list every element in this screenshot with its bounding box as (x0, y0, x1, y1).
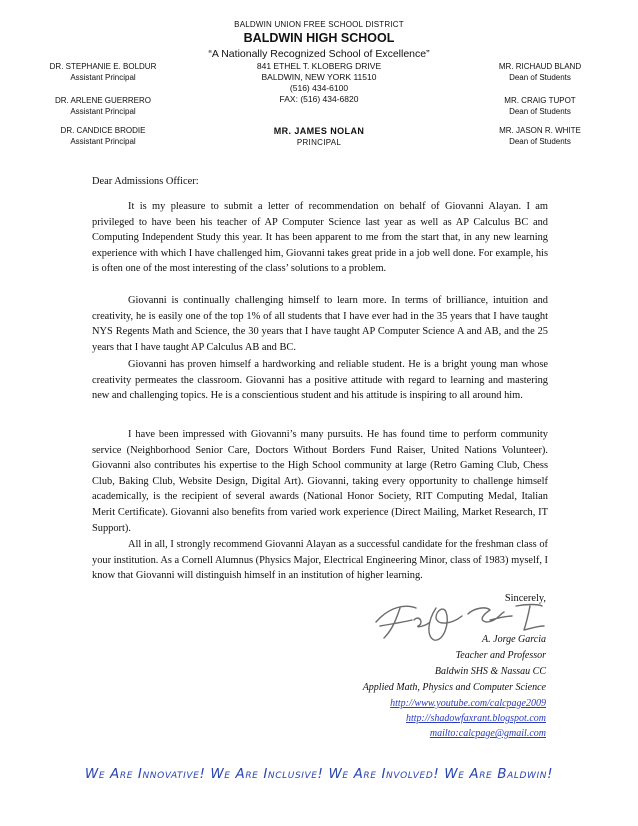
district-name: BALDWIN UNION FREE SCHOOL DISTRICT (234, 20, 404, 29)
principal-title: PRINCIPAL (296, 138, 342, 147)
link-blog[interactable] (406, 711, 546, 726)
school-name: BALDWIN HIGH SCHOOL (243, 31, 395, 45)
address-line1: 841 ETHEL T. KLOBERG DRIVE (256, 61, 382, 71)
paragraph-3: Giovanni has proven himself a hardworking and reliable student. He is a bright young man whose creativity permeates the classroom. Giovanni has a positive attitude with regard to learning and mastering new and challenging topics. He is a conscientious student and his attitude is inspiring to all around him. (92, 359, 548, 402)
school-motto: “A Nationally Recognized School of Excellence” (208, 48, 430, 60)
closing: Sincerely, (504, 593, 546, 604)
paragraph-4: I have been impressed with Giovanni’s many pursuits. He has found time to perform community service (Neighborhood Senior Care, Doctors Without Borders Fund Raiser, United Nations Volunteer). Giovanni also contributes his expertise to the High School community at large (Retro Gaming Club, Chess Club, Baking Club, Website Design, Digital Art). Giovanni, taking every opportunity to challenge himself academically, is the recipient of several awards (National Honor Society, RIT Computing Medal, Italian Merit Certificate). Giovanni also benefits from varied work experience (Direct Mailing, Market Research, IT Support). (92, 429, 548, 534)
footer-slogan: We Are Innovative! We Are Inclusive! We Are Involved! We Are Baldwin! (84, 766, 554, 782)
principal-name: MR. JAMES NOLAN (273, 126, 365, 136)
fax-number: FAX: (516) 434-6820 (279, 94, 359, 104)
signature-title-3: Applied Math, Physics and Computer Science (362, 682, 546, 693)
staff-role: Assistant Principal (70, 137, 136, 146)
link-youtube[interactable] (390, 696, 546, 711)
right-staff-1 (456, 61, 624, 83)
staff-role: Assistant Principal (70, 107, 136, 116)
staff-name: MR. JASON R. WHITE (499, 126, 581, 135)
paragraph-2: Giovanni is continually challenging himself to learn more. In terms of brilliance, intuition and creativity, he is easily one of the top 1% of all students that I have ever had in the 35 years that I have taught NYS Regents Math and Science, the 30 years that I have taught AP Computer Science A and AB, and the 25 years that I have taught AP Calculus AB and BC. (92, 295, 548, 353)
staff-name: DR. STEPHANIE E. BOLDUR (49, 62, 157, 71)
right-staff-3 (456, 125, 624, 147)
salutation: Dear Admissions Officer: (92, 176, 199, 187)
address-line2: BALDWIN, NEW YORK 11510 (261, 72, 377, 82)
staff-role: Assistant Principal (70, 73, 136, 82)
phone-number: (516) 434-6100 (289, 83, 349, 93)
signature-name: A. Jorge Garcia (482, 634, 546, 645)
link-email-text[interactable]: mailto:calcpage@gmail.com (429, 728, 546, 739)
signature-title-1: Teacher and Professor (455, 650, 546, 661)
paragraph-5: All in all, I strongly recommend Giovanni Alayan as a successful candidate for the freshman class of your institution. As a Cornell Alumnus (Physics Major, Electrical Engineering Minor, class of 1983) myself, I know that Giovanni will distinguish himself in an institution of higher learning. (92, 539, 548, 582)
left-staff-3 (28, 125, 178, 147)
link-email[interactable] (430, 726, 546, 741)
left-staff-2 (28, 95, 178, 117)
right-staff-2 (456, 95, 624, 117)
staff-role: Dean of Students (509, 137, 571, 146)
link-blog-text[interactable]: http://shadowfaxrant.blogspot.com (406, 713, 546, 724)
staff-name: MR. RICHAUD BLAND (498, 62, 582, 71)
staff-role: Dean of Students (509, 73, 571, 82)
staff-name: DR. ARLENE GUERRERO (54, 96, 152, 105)
staff-role: Dean of Students (509, 107, 571, 116)
link-youtube-text[interactable]: http://www.youtube.com/calcpage2009 (390, 698, 546, 709)
staff-name: MR. CRAIG TUPOT (504, 96, 576, 105)
left-staff-1 (28, 61, 178, 83)
staff-name: DR. CANDICE BRODIE (60, 126, 146, 135)
paragraph-1: It is my pleasure to submit a letter of recommendation on behalf of Giovanni Alayan. I am privileged to have been his teacher of AP Computer Science last year as well as AP Calculus BC and Computing Independent Study this year. It has been apparent to me from the start that, in any new learning experience with which I have challenged him, Giovanni takes great pride in a job well done. For example, his is often one of the most interesting of the class’ solutions to a problem. (92, 201, 548, 275)
signature-title-2: Baldwin SHS & Nassau CC (434, 666, 546, 677)
